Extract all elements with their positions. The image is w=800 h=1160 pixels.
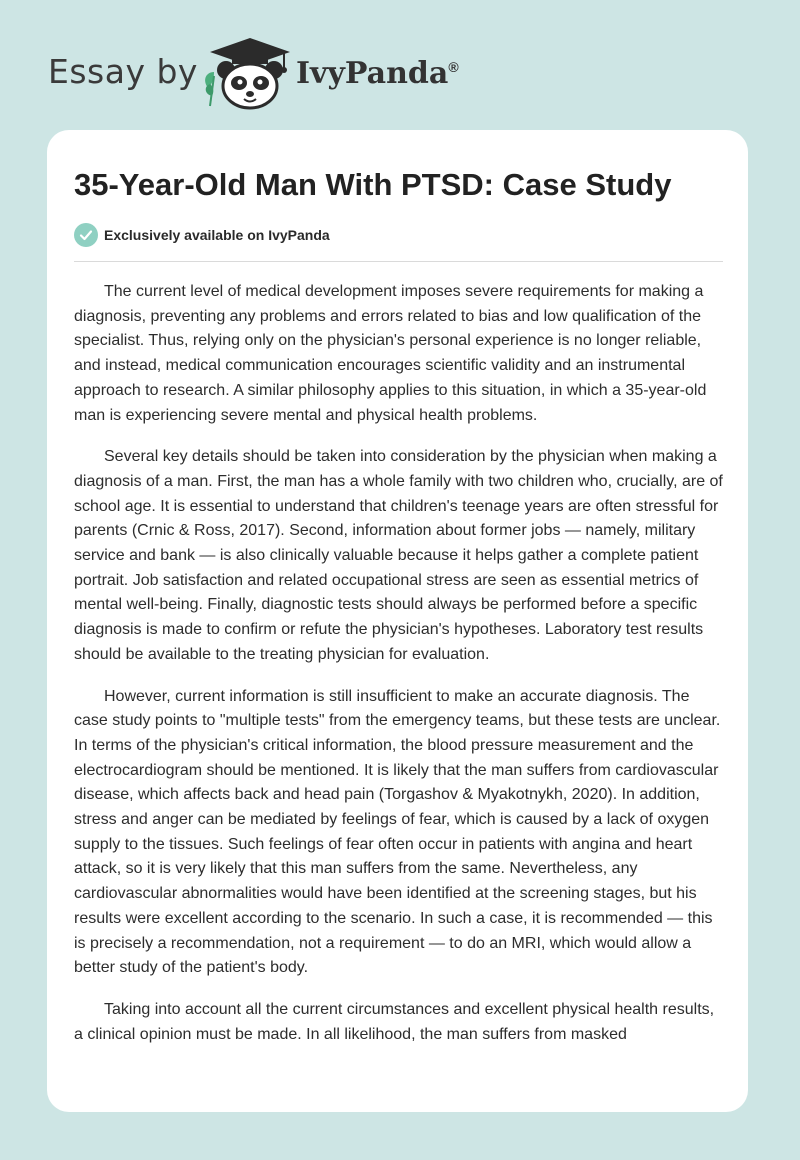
exclusive-badge-text: Exclusively available on IvyPanda [104,227,330,243]
paragraph: Several key details should be taken into consideration by the physician when making a diagnosis of a man. First, the man has a whole family with two children who, crucially, are of school age. It is essential to understand that children's teenage years are often stressful for parents (Crnic & Ross, 2017). Second, information about former jobs — namely, military service and bank — is also clinically valuable because it helps gather a complete patient portrait. Job satisfaction and related occupational stress are seen as essential metrics of mental well-being. Finally, diagnostic tests should always be performed before a specific diagnosis is made to confirm or refute the physician's hypotheses. Laboratory test results should be available to the treating physician for evaluation. [74,448,723,663]
check-circle-icon [74,223,98,247]
exclusive-badge [74,222,330,248]
site-header [0,0,800,130]
registered-mark: ® [448,59,459,75]
article-card [47,130,748,1112]
paragraph: The current level of medical development imposes severe requirements for making a diagnosis, preventing any problems and errors related to bias and low qualification of the specialist. Thus, relying only on the physician's personal experience is no longer reliable, and instead, medical communication encourages scientific validity and an instrumental approach to research. A similar philosophy applies to this situation, in which a 35-year-old man is experiencing severe mental and physical health problems. [74,283,707,424]
page-title: 35-Year-Old Man With PTSD: Case Study [74,167,672,202]
article-body [74,280,726,1064]
paragraph: However, current information is still insufficient to make an accurate diagnosis. The case study points to "multiple tests" from the emergency teams, but these tests are unclear. In terms of the physician's critical information, the blood pressure measurement and the electrocardiogram should be mentioned. It is likely that the man suffers from cardiovascular disease, which affects back and head pain (Torgashov & Myakotnykh, 2020). In addition, stress and anger can be mediated by feelings of fear, which is caused by a lack of oxygen supply to the tissues. Such feelings of fear often occur in patients with angina and heart attack, so it is very likely that this man suffers from the same. Nevertheless, any cardiovascular abnormalities would have been identified at the screening stages, but his results were excellent according to the scenario. In such a case, it is recommended — this is precisely a recommendation, not a requirement — to do an MRI, which would allow a better study of the patient's body. [74,687,721,977]
panda-graduate-icon[interactable] [200,36,296,110]
brand-name-text: IvyPanda [296,56,449,91]
paragraph: Taking into account all the current circumstances and excellent physical health results, a clinical opinion must be made. In all likelihood, the man suffers from masked [74,1000,715,1043]
brand-prefix: Essay by [48,52,198,91]
brand-name[interactable] [296,56,459,91]
divider [74,261,723,262]
